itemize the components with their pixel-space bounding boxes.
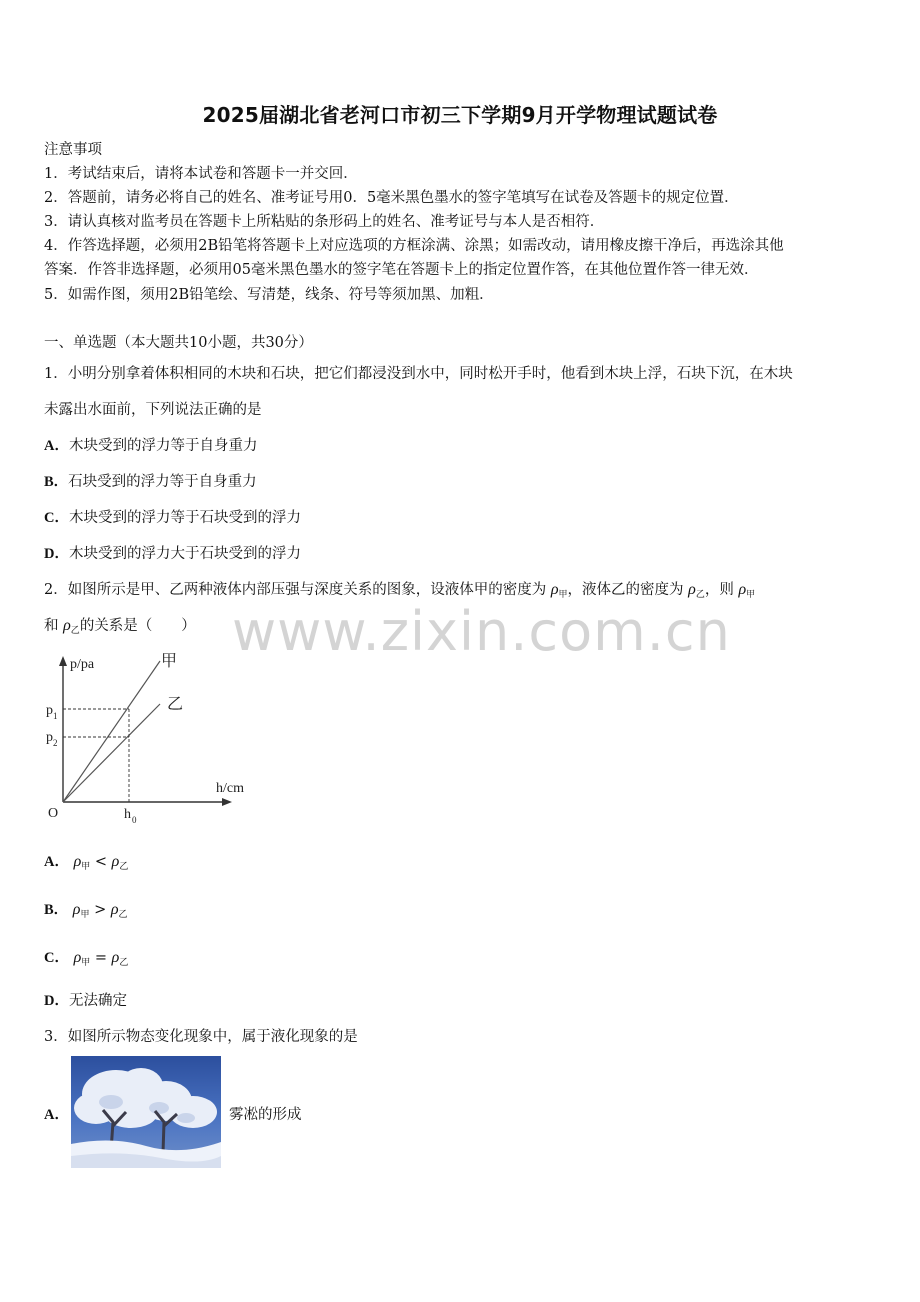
- p2-subscript: 2: [53, 738, 58, 748]
- line-yi: [63, 704, 160, 802]
- notice-heading: 注意事项: [44, 142, 102, 158]
- y-axis-label: p/pa: [70, 657, 95, 672]
- notice-item: 4．作答选择题，必须用2B铅笔将答题卡上对应选项的方框涂满、涂黑；如需改动，请用橡皮擦干净后，再选涂其他: [44, 238, 784, 254]
- relation-operator: >: [89, 902, 111, 918]
- p2-label: p: [46, 730, 53, 745]
- question-1-option-d: [44, 542, 301, 563]
- subscript-jia: 甲: [746, 590, 756, 600]
- q2-text: 的关系是（ ）: [79, 618, 196, 634]
- question-2-option-d: [44, 989, 127, 1010]
- h0-label: h: [124, 807, 131, 822]
- rho-symbol: ρ: [110, 901, 119, 918]
- option-letter: D．: [44, 993, 69, 1009]
- question-2-option-c: [44, 946, 128, 968]
- rho-symbol: ρ: [72, 901, 81, 918]
- question-2-option-b: [44, 898, 128, 920]
- option-letter: C．: [44, 950, 69, 966]
- p1-label: p: [46, 703, 53, 718]
- option-letter: C．: [44, 510, 69, 526]
- question-3-line-1: 3．如图所示物态变化现象中，属于液化现象的是: [44, 1029, 358, 1045]
- q2-text: 和: [44, 618, 59, 634]
- question-1-option-a: [44, 434, 257, 455]
- subscript-yi: 乙: [70, 626, 80, 636]
- subscript-yi: 乙: [119, 862, 129, 872]
- rho-symbol: ρ: [688, 581, 696, 598]
- subscript-yi: 乙: [118, 910, 128, 920]
- question-1-line-2: 未露出水面前，下列说法正确的是: [44, 402, 262, 418]
- line-jia-label: 甲: [161, 653, 178, 670]
- rho-symbol: ρ: [111, 949, 120, 966]
- subscript-yi: 乙: [119, 958, 129, 968]
- option-letter: B．: [44, 902, 69, 918]
- subscript-jia: 甲: [80, 910, 90, 920]
- question-1-option-c: [44, 506, 301, 527]
- line-yi-label: 乙: [167, 696, 184, 713]
- rho-symbol: ρ: [73, 949, 82, 966]
- question-1-option-b: [44, 470, 257, 491]
- question-2-option-a: [44, 850, 128, 872]
- notice-item: 1．考试结束后，请将本试卷和答题卡一并交回．: [44, 166, 358, 182]
- q2-text: ，液体乙的密度为: [567, 582, 684, 598]
- notice-item: 3．请认真核对监考员在答题卡上所粘贴的条形码上的姓名、准考证号与本人是否相符．: [44, 214, 605, 230]
- option-letter: A．: [44, 1107, 69, 1123]
- line-jia: [63, 661, 160, 802]
- relation-operator: =: [90, 950, 112, 966]
- option-letter: D．: [44, 546, 69, 562]
- notice-item: 答案．作答非选择题，必须用05毫米黑色墨水的签字笔在答题卡上的指定位置作答，在其他位置作答一律无效．: [44, 262, 759, 278]
- question-2-line-1: [44, 578, 755, 600]
- subscript-yi: 乙: [695, 590, 705, 600]
- origin-label: O: [48, 806, 59, 821]
- pressure-depth-graph: [40, 646, 270, 836]
- rho-symbol: ρ: [63, 617, 71, 634]
- question-3-option-a-letter: [44, 1103, 69, 1124]
- option-text: 木块受到的浮力等于石块受到的浮力: [68, 510, 301, 526]
- option-text: 木块受到的浮力大于石块受到的浮力: [68, 546, 301, 562]
- h0-subscript: 0: [132, 815, 137, 825]
- section-heading: 一、单选题（本大题共10小题，共30分）: [44, 335, 313, 351]
- question-2-line-2: [44, 614, 196, 636]
- rime-photo: [71, 1056, 221, 1168]
- rho-symbol: ρ: [73, 853, 82, 870]
- x-axis-arrow-icon: [222, 798, 232, 806]
- notice-item: 2．答题前，请务必将自己的姓名、准考证号用0．5毫米黑色墨水的签字笔填写在试卷及答题卡的规定位置．: [44, 190, 739, 206]
- option-letter: A．: [44, 438, 69, 454]
- rho-symbol: ρ: [738, 581, 747, 598]
- relation-operator: <: [90, 854, 112, 870]
- rho-symbol: ρ: [550, 581, 559, 598]
- option-text: 木块受到的浮力等于自身重力: [68, 438, 258, 454]
- option-text: 无法确定: [68, 993, 127, 1009]
- question-1-line-1: 1．小明分别拿着体积相同的木块和石块，把它们都浸没到水中，同时松开手时，他看到木块上浮，石块下沉，在木块: [44, 366, 793, 382]
- option-letter: A．: [44, 854, 69, 870]
- question-3-option-a-text: 雾凇的形成: [229, 1107, 302, 1123]
- p1-subscript: 1: [53, 711, 58, 721]
- y-axis-arrow-icon: [59, 656, 67, 666]
- q2-text: ，则: [704, 582, 734, 598]
- subscript-jia: 甲: [81, 862, 91, 872]
- page-title: 2025届湖北省老河口市初三下学期9月开学物理试题试卷: [202, 103, 718, 127]
- subscript-jia: 甲: [558, 590, 568, 600]
- q2-text: 2．如图所示是甲、乙两种液体内部压强与深度关系的图象，设液体甲的密度为: [44, 582, 547, 598]
- rho-symbol: ρ: [111, 853, 120, 870]
- subscript-jia: 甲: [81, 958, 91, 968]
- option-text: 石块受到的浮力等于自身重力: [68, 474, 257, 490]
- notice-item: 5．如需作图，须用2B铅笔绘、写清楚，线条、符号等须加黑、加粗．: [44, 287, 494, 303]
- option-letter: B．: [44, 474, 69, 490]
- x-axis-label: h/cm: [216, 781, 244, 796]
- watermark: www.zixin.com.cn: [232, 600, 731, 663]
